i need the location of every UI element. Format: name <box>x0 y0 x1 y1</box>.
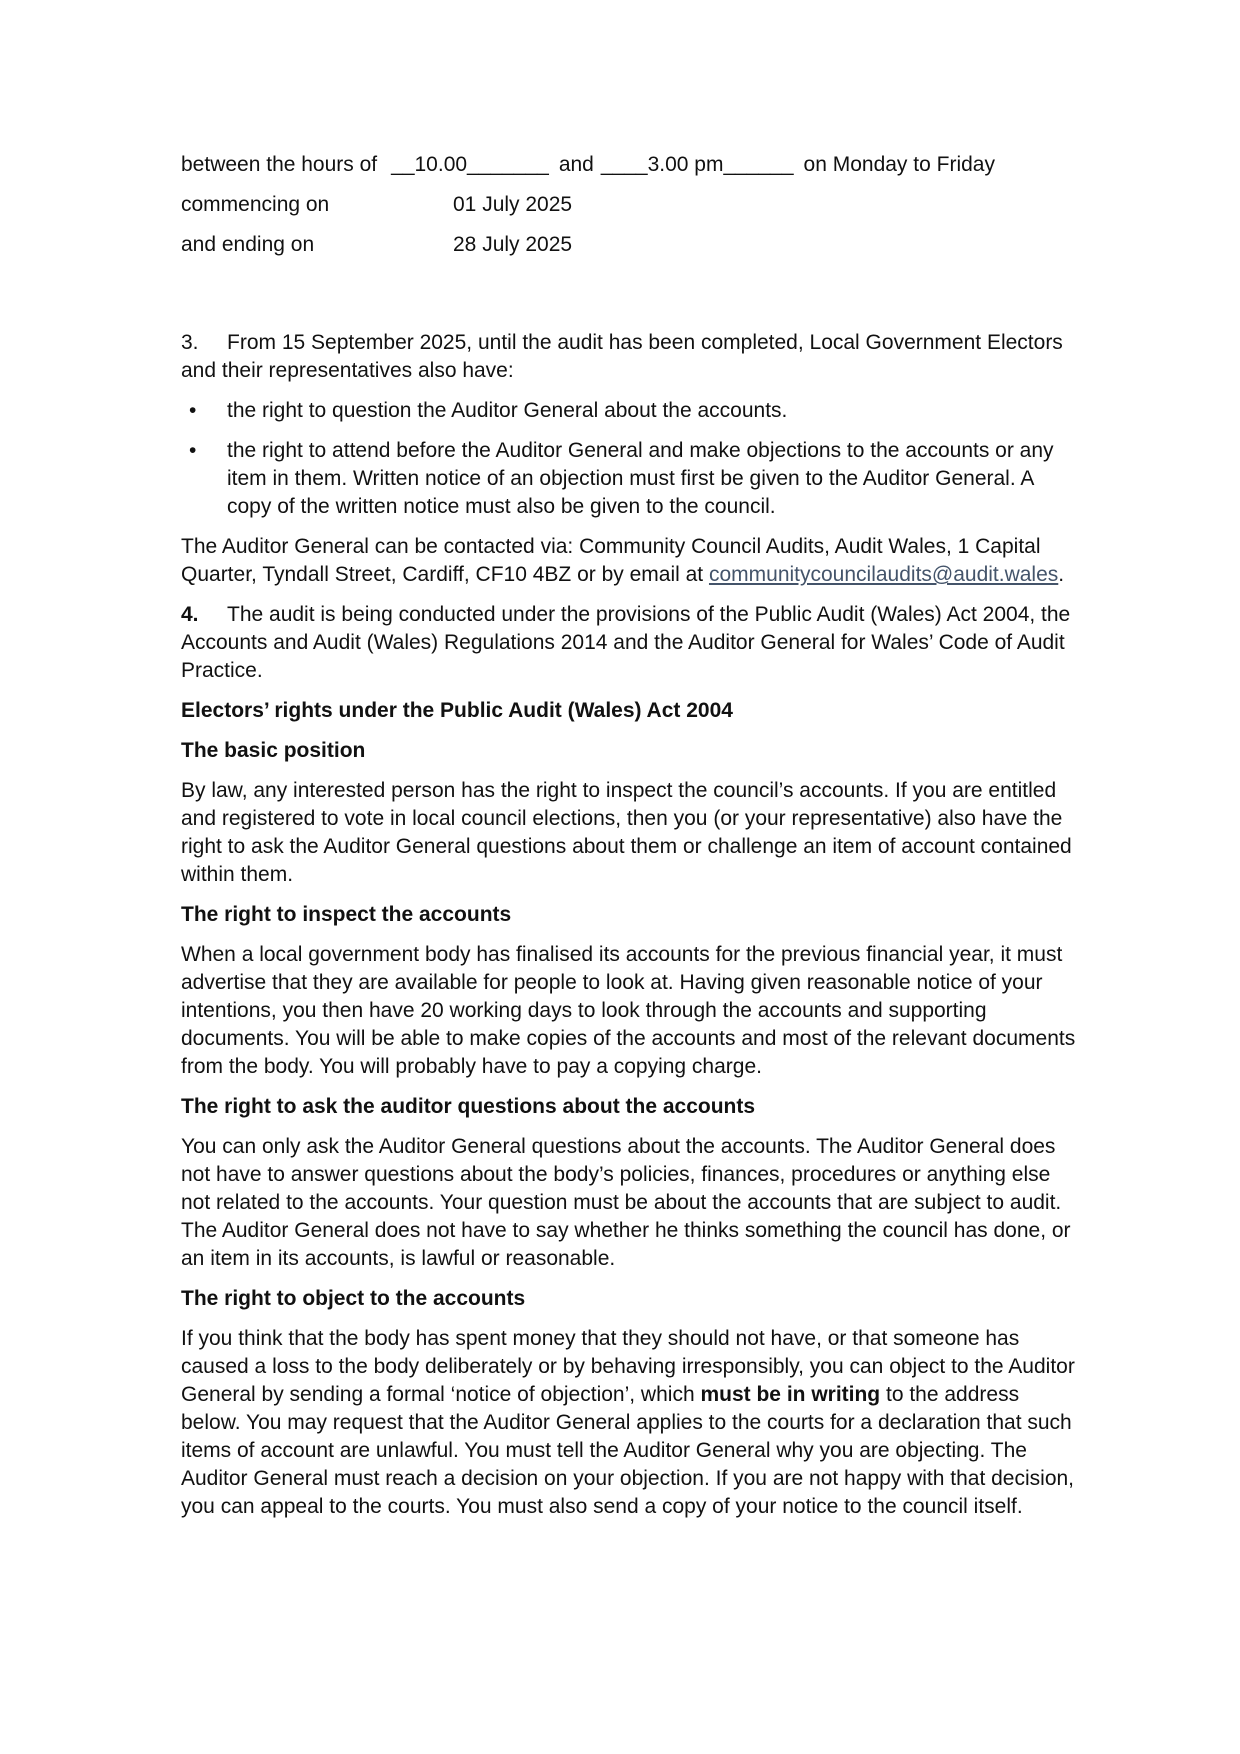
start-time: __10.00_______ <box>391 153 549 176</box>
and-word: and <box>558 153 594 176</box>
list-item: • the right to attend before the Auditor General and make objections to the accounts or any item in them. Written notice of an objection must first be given to the Auditor General. A copy of the written notice must also be given to the council. <box>181 437 1081 521</box>
inspect-text: When a local government body has finalised its accounts for the previous financial year, it must advertise that they are available for people to look at. Having given reasonable notice of your intentions, you then have 20 working days to look through the accounts and supporting documents. You will be able to make copies of the accounts and most of the relevant documents from the body. You will probably have to pay a copying charge. <box>181 943 1076 1078</box>
ending-label: and ending on <box>181 233 315 256</box>
section-4-number: 4. <box>181 603 199 626</box>
electors-rights-list <box>181 397 1081 521</box>
email-link[interactable]: communitycouncilaudits@audit.wales <box>708 563 1059 586</box>
list-item: • the right to question the Auditor General about the accounts. <box>181 397 1081 425</box>
object-heading: The right to object to the accounts <box>181 1287 526 1310</box>
object-bold: must be in writing <box>700 1383 881 1406</box>
basic-position-text: By law, any interested person has the right to inspect the council’s accounts. If you are entitled and registered to vote in local council elections, then you (or your representative) also have the right to ask the Auditor General questions about them or challenge an item of account contained within them. <box>181 779 1072 886</box>
object-text-2: to the address below. You may request that the Auditor General applies to the courts for a declaration that such items of account are unlawful. You must tell the Auditor General why you are objecting. The Auditor General must reach a decision on your objection. If you are not happy with that decision, you can appeal to the courts. You must also send a copy of your notice to the council itself. <box>181 1383 1075 1518</box>
contact-text: The Auditor General can be contacted via: Community Council Audits, Audit Wales, 1 Capital Quarter, Tyndall Street, Cardiff, CF10 4BZ or by email at <box>181 535 1041 586</box>
ending-row <box>181 231 1081 259</box>
hours-row <box>181 151 1081 179</box>
commencing-row <box>181 191 1081 219</box>
section-3-number: 3. <box>181 331 199 354</box>
object-paragraph <box>181 1325 1081 1521</box>
end-time: ____3.00 pm______ <box>600 153 794 176</box>
contact-paragraph <box>181 533 1081 589</box>
ending-date: 28 July 2025 <box>453 233 573 256</box>
section-3-intro-text: From 15 September 2025, until the audit has been completed, Local Government Electors and their representatives also have: <box>181 331 1063 382</box>
inspect-heading: The right to inspect the accounts <box>181 903 512 926</box>
section-4-text: The audit is being conducted under the provisions of the Public Audit (Wales) Act 2004, the Accounts and Audit (Wales) Regulations 2014 and the Auditor General for Wales’ Code of Audit Practice. <box>181 603 1071 682</box>
hours-prefix: between the hours of <box>181 153 378 176</box>
rights-heading: Electors’ rights under the Public Audit (Wales) Act 2004 <box>181 699 733 722</box>
commencing-label: commencing on <box>181 193 330 216</box>
object-text-1: If you think that the body has spent money that they should not have, or that someone has caused a loss to the body deliberately or by behaving irresponsibly, you can object to the Auditor General by sending a formal ‘notice of objection’, which <box>181 1327 1075 1406</box>
ask-text: You can only ask the Auditor General questions about the accounts. The Auditor General does not have to answer questions about the body’s policies, finances, procedures or anything else not related to the accounts. Your question must be about the accounts that are subject to audit. The Auditor General does not have to say whether he thinks something the council has done, or an item in its accounts, is lawful or reasonable. <box>181 1135 1071 1270</box>
document-body <box>181 151 1081 1533</box>
contact-end: . <box>1058 563 1065 586</box>
days-text: on Monday to Friday <box>803 153 995 176</box>
ask-heading: The right to ask the auditor questions about the accounts <box>181 1095 756 1118</box>
section-4-paragraph <box>181 601 1081 685</box>
commencing-date: 01 July 2025 <box>453 193 573 216</box>
section-3-intro <box>181 329 1081 385</box>
basic-position-heading: The basic position <box>181 739 366 762</box>
